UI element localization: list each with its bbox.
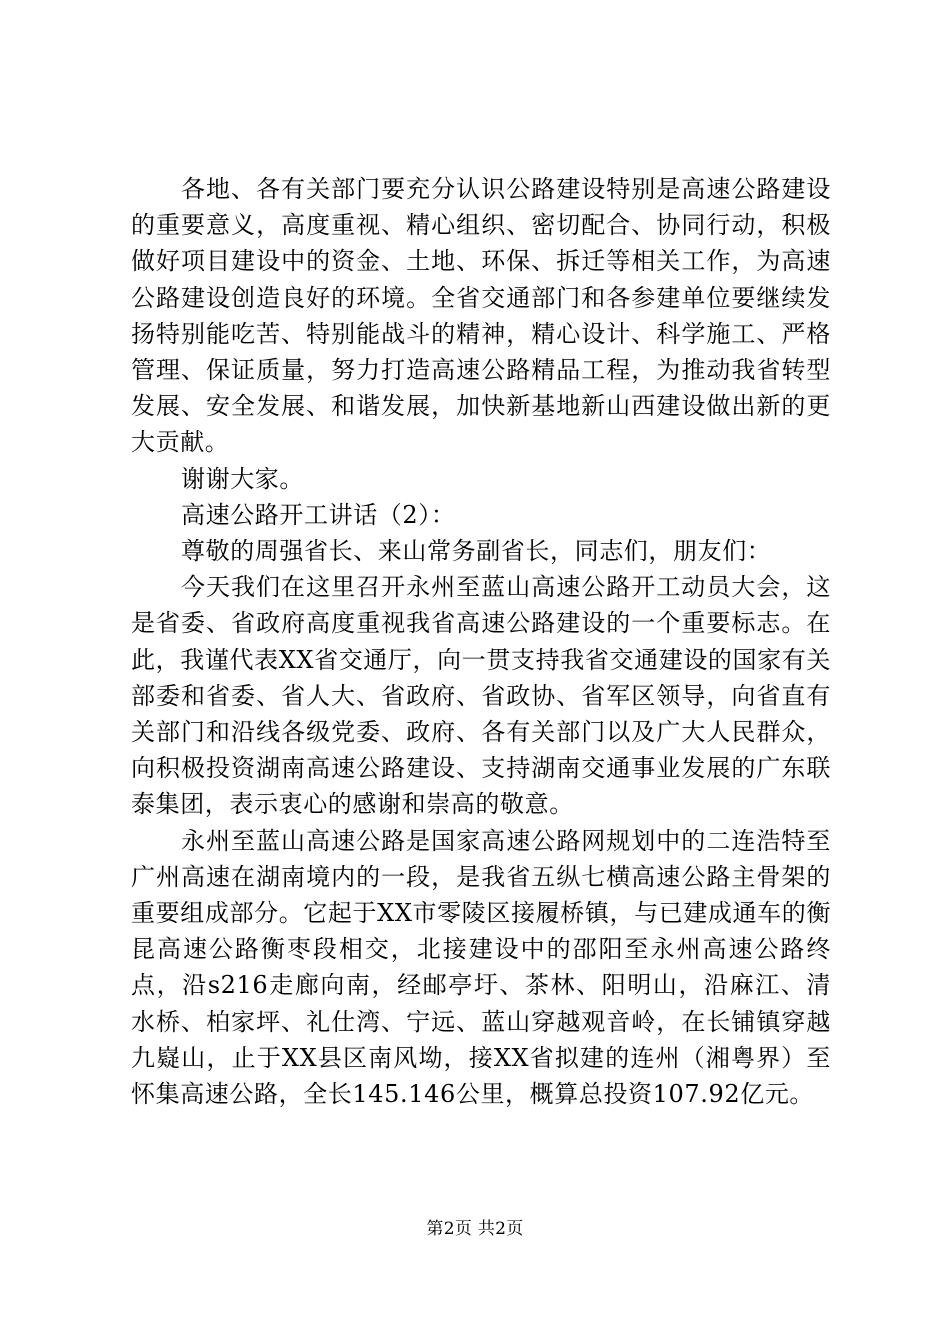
paragraph-salutation: 尊敬的周强省长、来山常务副省长，同志们，朋友们： — [181, 537, 772, 566]
page-footer — [0, 1217, 950, 1241]
document-body — [131, 171, 831, 1112]
paragraph-project-description: 永州至蓝山高速公路是国家高速公路网规划中的二连浩特至广州高速在湖南境内的一段，是我省五纵七横高速公路主骨架的重要组成部分。它起于XX市零陵区接履桥镇，与已建成通车的衡昆高速公路衡枣段相交，北接建设中的邵阳至永州高速公路终点，沿s216走廊向南，经邮亭圩、茶林、阳明山，沿麻江、清水桥、柏家坪、礼仕湾、宁远、蓝山穿越观音岭，在长铺镇穿越九嶷山，止于XX县区南风坳，接XX省拟建的连州（湘粤界）至怀集高速公路，全长145.146公里，概算总投资107.92亿元。 — [131, 826, 831, 1109]
section-heading: 高速公路开工讲话（2）： — [181, 500, 456, 529]
page-number: 第2页 共2页 — [426, 1219, 524, 1239]
paragraph-opening: 今天我们在这里召开永州至蓝山高速公路开工动员大会，这是省委、省政府高度重视我省高速公路建设的一个重要标志。在此，我谨代表XX省交通厅，向一贯支持我省交通建设的国家有关部委和省委、省人大、省政府、省政协、省军区领导，向省直有关部门和沿线各级党委、政府、各有关部门以及广大人民群众，向积极投资湖南高速公路建设、支持湖南交通事业发展的广东联泰集团，表示衷心的感谢和崇高的敬意。 — [131, 573, 831, 819]
paragraph-thanks: 谢谢大家。 — [181, 464, 304, 493]
paragraph-closing-appeal: 各地、各有关部门要充分认识公路建设特别是高速公路建设的重要意义，高度重视、精心组织、密切配合、协同行动，积极做好项目建设中的资金、土地、环保、拆迁等相关工作，为高速公路建设创造良好的环境。全省交通部门和各参建单位要继续发扬特别能吃苦、特别能战斗的精神，精心设计、科学施工、严格管理、保证质量，努力打造高速公路精品工程，为推动我省转型发展、安全发展、和谐发展，加快新基地新山西建设做出新的更大贡献。 — [131, 175, 831, 457]
